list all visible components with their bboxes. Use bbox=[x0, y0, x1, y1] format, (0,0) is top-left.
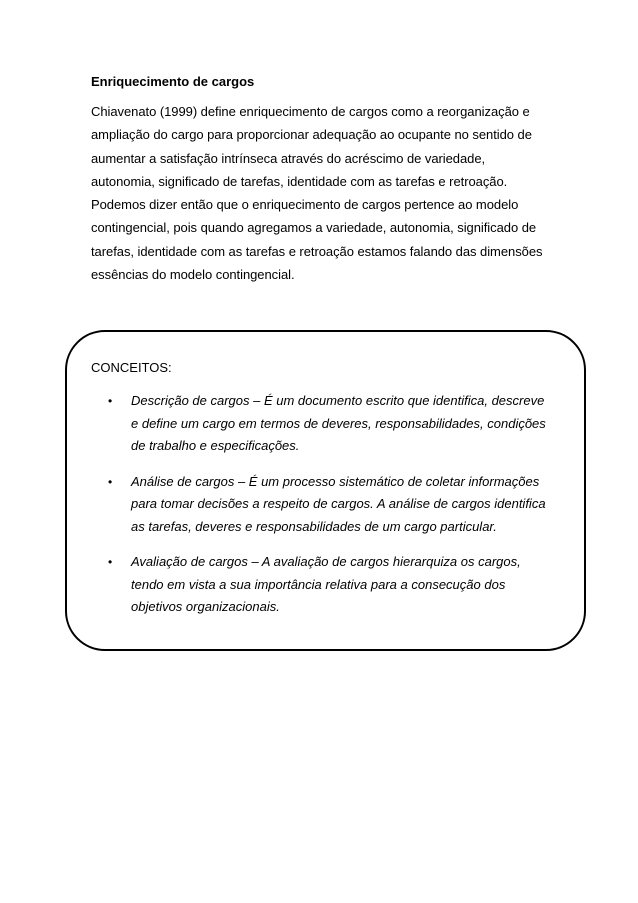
concepts-title: CONCEITOS: bbox=[91, 360, 172, 375]
bullet-icon: • bbox=[108, 555, 113, 569]
body-paragraph: Chiavenato (1999) define enriquecimento de cargos como a reorganização e ampliação do cargo para proporcionar adequação ao ocupante no sentido de aumentar a satisfação intrínseca através do acréscimo de variedade, autonomia, significado de tarefas, identidade com as tarefas e retroação. Podemos dizer então que o enriquecimento de cargos pertence ao modelo contingencial, pois quando agregamos a variedade, autonomia, significado de tarefas, identidade com as tarefas e retroação estamos falando das dimensões essências do modelo contingencial. bbox=[91, 104, 543, 283]
bullet-icon: • bbox=[108, 474, 113, 489]
concepts-box bbox=[65, 330, 586, 651]
section-heading: Enriquecimento de cargos bbox=[91, 74, 255, 89]
bullet-icon: • bbox=[108, 394, 113, 408]
concepts-list bbox=[67, 390, 588, 632]
concept-item-description bbox=[67, 390, 588, 458]
concept-item-analysis bbox=[67, 471, 588, 539]
concept-item-evaluation bbox=[67, 551, 588, 619]
concept-text: Análise de cargos – É um processo sistemático de coletar informações para tomar decisões a respeito de cargos. A análise de cargos identifica as tarefas, deveres e responsabilidades de um cargo particular. bbox=[131, 473, 546, 534]
concept-text: Descrição de cargos – É um documento escrito que identifica, descreve e define um cargo em termos de deveres, responsabilidades, condições de trabalho e especificações. bbox=[131, 393, 546, 453]
concept-text: Avaliação de cargos – A avaliação de cargos hierarquiza os cargos, tendo em vista a sua importância relativa para a consecução dos objetivos organizacionais. bbox=[131, 554, 521, 614]
